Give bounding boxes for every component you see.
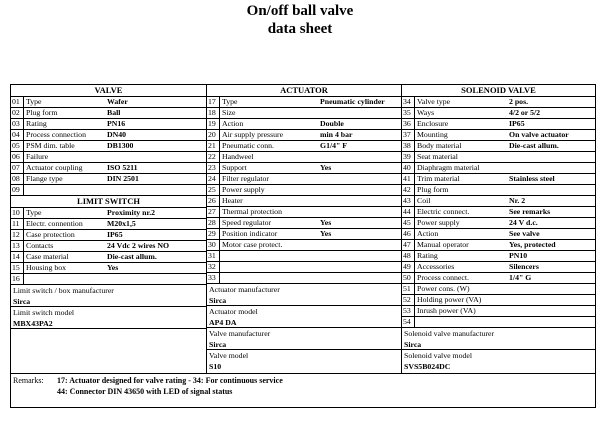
- valve-manufacturer-value: Sirca: [207, 339, 401, 350]
- row-number: 18: [207, 108, 220, 118]
- spec-row: [207, 152, 401, 163]
- row-number: 33: [207, 273, 220, 283]
- row-value: [318, 174, 320, 184]
- row-value: Yes: [320, 218, 332, 227]
- row-value: [105, 185, 107, 195]
- row-number: 24: [207, 174, 220, 184]
- actuator-column: [206, 97, 401, 373]
- row-number: 50: [402, 273, 415, 283]
- row-label: Housing box: [26, 263, 67, 272]
- row-value: [507, 163, 509, 173]
- spec-row: [402, 295, 595, 306]
- row-number: 40: [402, 163, 415, 173]
- row-label: Air supply pressure: [222, 130, 284, 139]
- limit-switch-header: LIMIT SWITCH: [11, 196, 206, 208]
- spec-row: [402, 108, 595, 119]
- row-label: Type: [26, 97, 42, 106]
- spec-row: [207, 174, 401, 185]
- row-label: [415, 317, 507, 327]
- row-number: 29: [207, 229, 220, 239]
- row-label: Support: [222, 163, 247, 172]
- spec-row: [11, 263, 206, 274]
- row-value: Stainless steel: [509, 174, 555, 183]
- row-value: 24 V d.c.: [509, 218, 538, 227]
- page-title: On/off ball valve: [246, 3, 354, 19]
- spec-row: [11, 274, 206, 285]
- remarks-line-2: 44: Connector DIN 43650 with LED of signal status: [57, 387, 233, 396]
- row-number: 10: [11, 208, 24, 218]
- spec-row: [402, 218, 595, 229]
- row-number: 39: [402, 152, 415, 162]
- row-label: Power cons. (W): [417, 284, 470, 293]
- spec-row: [11, 152, 206, 163]
- row-value: [318, 108, 320, 118]
- row-label: Plug form: [26, 108, 58, 117]
- row-value: Die-cast allum.: [107, 252, 157, 261]
- limit-manufacturer-value: Sirca: [11, 296, 206, 307]
- row-label: Filter regulator: [222, 174, 269, 183]
- remarks-section: [11, 373, 595, 407]
- row-number: 31: [207, 251, 220, 261]
- row-number: 54: [402, 317, 415, 327]
- row-number: 15: [11, 263, 24, 273]
- row-value: Ball: [107, 108, 121, 117]
- row-label: Manual operator: [417, 240, 469, 249]
- row-label: Body material: [417, 141, 462, 150]
- spacer: [11, 362, 206, 373]
- actuator-manufacturer-label: Actuator manufacturer: [209, 285, 280, 294]
- row-value: 1/4" G: [509, 273, 532, 282]
- row-label: Electric connect.: [417, 207, 470, 216]
- row-value: DIN 2501: [107, 174, 139, 183]
- row-label: Failure: [26, 152, 49, 161]
- actuator-model-label: Actuator model: [209, 307, 258, 316]
- row-number: 52: [402, 295, 415, 305]
- row-value: Wafer: [107, 97, 128, 106]
- row-number: 28: [207, 218, 220, 228]
- row-value: 4/2 or 5/2: [509, 108, 541, 117]
- row-value: [105, 274, 107, 284]
- row-number: 45: [402, 218, 415, 228]
- row-number: 37: [402, 130, 415, 140]
- spec-row: [11, 241, 206, 252]
- row-value: See valve: [509, 229, 540, 238]
- row-label: Action: [222, 119, 244, 128]
- spec-row: [402, 284, 595, 295]
- row-label: Heater: [222, 196, 243, 205]
- spec-row: [11, 174, 206, 185]
- row-number: 21: [207, 141, 220, 151]
- row-value: On valve actuator: [509, 130, 569, 139]
- spacer: [11, 351, 206, 362]
- row-value: Pneumatic cylinder: [320, 97, 385, 106]
- row-number: 09: [11, 185, 24, 195]
- spec-row: [402, 152, 595, 163]
- row-number: 25: [207, 185, 220, 195]
- page-subtitle: data sheet: [267, 21, 333, 37]
- spec-row: [207, 262, 401, 273]
- row-number: 11: [11, 219, 24, 229]
- row-label: Enclosure: [417, 119, 449, 128]
- row-number: 27: [207, 207, 220, 217]
- row-value: [507, 185, 509, 195]
- valve-model-label: Valve model: [209, 351, 249, 360]
- row-label: Handweel: [222, 152, 254, 161]
- row-value: [507, 152, 509, 162]
- row-label: Position indicator: [222, 229, 278, 238]
- spec-row: [402, 196, 595, 207]
- actuator-model-value: AP4 DA: [207, 317, 401, 328]
- row-number: 47: [402, 240, 415, 250]
- spec-row: [402, 262, 595, 273]
- spec-row: [402, 317, 595, 328]
- row-value: DN40: [107, 130, 127, 139]
- spec-row: [402, 163, 595, 174]
- row-value: 24 Vdc 2 wires NO: [107, 241, 170, 250]
- row-label: Rating: [26, 119, 47, 128]
- spec-row: [207, 196, 401, 207]
- row-value: [318, 273, 320, 283]
- row-number: 13: [11, 241, 24, 251]
- spec-row: [207, 119, 401, 130]
- row-label: Thermal protection: [222, 207, 282, 216]
- row-number: 07: [11, 163, 24, 173]
- valve-header: VALVE: [94, 85, 123, 95]
- row-value: Yes, protected: [509, 240, 556, 249]
- row-number: 41: [402, 174, 415, 184]
- spec-row: [11, 141, 206, 152]
- row-number: 44: [402, 207, 415, 217]
- row-value: Double: [320, 119, 344, 128]
- row-label: Power supply: [417, 218, 460, 227]
- row-value: [507, 295, 509, 305]
- spec-row: [207, 251, 401, 262]
- solenoid-model-value: SVS5B024DC: [404, 362, 451, 371]
- remarks-line-1: 17: Actuator designed for valve rating - 34: For continuous service: [57, 376, 283, 385]
- section-header-row: [11, 85, 595, 97]
- spec-row: [11, 208, 206, 219]
- row-number: 26: [207, 196, 220, 206]
- row-label: Plug form: [417, 185, 449, 194]
- row-label: Trim material: [417, 174, 460, 183]
- row-number: 03: [11, 119, 24, 129]
- spec-row: [207, 218, 401, 229]
- spec-row: [11, 119, 206, 130]
- spec-row: [11, 252, 206, 263]
- row-label: Case protection: [26, 230, 75, 239]
- row-value: [318, 185, 320, 195]
- row-number: 02: [11, 108, 24, 118]
- row-value: [507, 306, 509, 316]
- row-number: 53: [402, 306, 415, 316]
- spec-row: [207, 163, 401, 174]
- row-value: ISO 5211: [107, 163, 138, 172]
- row-label: Seat material: [417, 152, 458, 161]
- spec-row: [402, 240, 595, 251]
- row-label: Pneumatic conn.: [222, 141, 274, 150]
- spec-row: [402, 185, 595, 196]
- row-label: Type: [222, 97, 238, 106]
- row-label: Process connect.: [417, 273, 469, 282]
- row-value: Die-cast allum.: [509, 141, 559, 150]
- row-value: Yes: [320, 229, 332, 238]
- actuator-manufacturer-value: Sirca: [207, 295, 401, 306]
- spec-row: [402, 251, 595, 262]
- row-value: IP65: [509, 119, 525, 128]
- row-label: Action: [417, 229, 439, 238]
- row-number: 32: [207, 262, 220, 272]
- row-value: [318, 240, 320, 250]
- solenoid-header: SOLENOID VALVE: [401, 85, 595, 96]
- row-value: [318, 207, 320, 217]
- row-label: [24, 274, 105, 284]
- row-value: G1/4" F: [320, 141, 348, 150]
- row-value: [318, 262, 320, 272]
- row-number: 49: [402, 262, 415, 272]
- row-label: Ways: [417, 108, 435, 117]
- row-label: Electr. connention: [26, 219, 83, 228]
- row-value: Silencers: [509, 262, 539, 271]
- row-value: 2 pos.: [509, 97, 529, 106]
- row-number: 14: [11, 252, 24, 262]
- row-label: Coil: [417, 196, 431, 205]
- row-number: 46: [402, 229, 415, 239]
- row-number: 19: [207, 119, 220, 129]
- row-number: 20: [207, 130, 220, 140]
- spec-row: [207, 108, 401, 119]
- row-label: Inrush power (VA): [417, 306, 476, 315]
- spec-row: [207, 141, 401, 152]
- spec-row: [402, 207, 595, 218]
- row-label: Speed regulator: [222, 218, 272, 227]
- row-label: Contacts: [26, 241, 54, 250]
- row-value: Yes: [320, 163, 332, 172]
- actuator-header: ACTUATOR: [206, 85, 401, 96]
- spec-row: [402, 273, 595, 284]
- row-number: 06: [11, 152, 24, 162]
- row-value: PN16: [107, 119, 126, 128]
- spec-row: [207, 185, 401, 196]
- spec-row: [402, 229, 595, 240]
- row-label: Type: [26, 208, 42, 217]
- spec-row: [11, 219, 206, 230]
- row-value: Nr. 2: [509, 196, 526, 205]
- row-label: Accessories: [417, 262, 455, 271]
- row-value: PN10: [509, 251, 528, 260]
- remarks-label: Remarks:: [13, 376, 44, 385]
- row-number: 16: [11, 274, 24, 284]
- spec-row: [402, 119, 595, 130]
- row-number: 51: [402, 284, 415, 294]
- solenoid-manufacturer-label: Solenoid valve manufacturer: [404, 329, 495, 338]
- row-value: [105, 152, 107, 162]
- row-number: 38: [402, 141, 415, 151]
- spec-row: [207, 273, 401, 284]
- valve-manufacturer-label: Valve manufacturer: [209, 329, 271, 338]
- row-value: [318, 196, 320, 206]
- spec-row: [11, 130, 206, 141]
- row-label: Power supply: [222, 185, 265, 194]
- limit-model-label: Limit switch model: [13, 308, 75, 317]
- spacer: [11, 340, 206, 351]
- row-value: min 4 bar: [320, 130, 353, 139]
- row-label: [220, 251, 318, 261]
- row-number: 22: [207, 152, 220, 162]
- row-label: Motor case protect.: [222, 240, 283, 249]
- row-number: 08: [11, 174, 24, 184]
- spec-row: [402, 97, 595, 108]
- spec-row: [402, 141, 595, 152]
- row-number: 01: [11, 97, 24, 107]
- row-number: 43: [402, 196, 415, 206]
- row-number: 35: [402, 108, 415, 118]
- row-label: Size: [222, 108, 236, 117]
- limit-model-value: MBX43PA2: [11, 318, 206, 329]
- row-value: [318, 152, 320, 162]
- row-label: Flange type: [26, 174, 63, 183]
- row-label: Valve type: [417, 97, 451, 106]
- spec-row: [207, 229, 401, 240]
- spec-row: [402, 174, 595, 185]
- row-value: M20x1,5: [107, 219, 136, 228]
- row-value: See remarks: [509, 207, 551, 216]
- valve-column: [11, 97, 206, 373]
- row-number: 23: [207, 163, 220, 173]
- spec-row: [402, 130, 595, 141]
- solenoid-manufacturer-value: Sirca: [402, 339, 595, 350]
- row-label: Case material: [26, 252, 69, 261]
- spec-row: [207, 130, 401, 141]
- spec-row: [11, 230, 206, 241]
- spacer: [11, 329, 206, 340]
- row-label: [220, 273, 318, 283]
- row-number: 48: [402, 251, 415, 261]
- row-number: 30: [207, 240, 220, 250]
- row-value: [318, 251, 320, 261]
- row-label: Process connection: [26, 130, 86, 139]
- data-sheet-table: [10, 84, 596, 408]
- row-label: Actuator coupling: [26, 163, 83, 172]
- row-number: 17: [207, 97, 220, 107]
- row-label: [24, 185, 105, 195]
- spec-row: [11, 97, 206, 108]
- spec-row: [402, 306, 595, 317]
- limit-manufacturer-label: Limit switch / box manufacturer: [13, 286, 114, 295]
- row-value: [507, 317, 509, 327]
- spec-row: [11, 108, 206, 119]
- row-number: 12: [11, 230, 24, 240]
- valve-model-value: S10: [209, 362, 222, 371]
- row-value: Proximity nr.2: [107, 208, 156, 217]
- row-label: PSM dim. table: [26, 141, 75, 150]
- row-label: [220, 262, 318, 272]
- row-number: 36: [402, 119, 415, 129]
- row-label: Rating: [417, 251, 438, 260]
- row-number: 34: [402, 97, 415, 107]
- spec-row: [207, 240, 401, 251]
- solenoid-column: [401, 97, 595, 373]
- row-value: IP65: [107, 230, 123, 239]
- spec-row: [11, 163, 206, 174]
- row-label: Holding power (VA): [417, 295, 482, 304]
- row-number: 42: [402, 185, 415, 195]
- row-label: Mounting: [417, 130, 448, 139]
- row-value: DB1300: [107, 141, 134, 150]
- row-label: Diaphragm material: [417, 163, 480, 172]
- solenoid-model-label: Solenoid valve model: [404, 351, 472, 360]
- spec-row: [207, 207, 401, 218]
- row-value: [507, 284, 509, 294]
- row-value: Yes: [107, 263, 119, 272]
- row-number: 05: [11, 141, 24, 151]
- spec-row: [11, 185, 206, 196]
- spec-row: [207, 97, 401, 108]
- row-number: 04: [11, 130, 24, 140]
